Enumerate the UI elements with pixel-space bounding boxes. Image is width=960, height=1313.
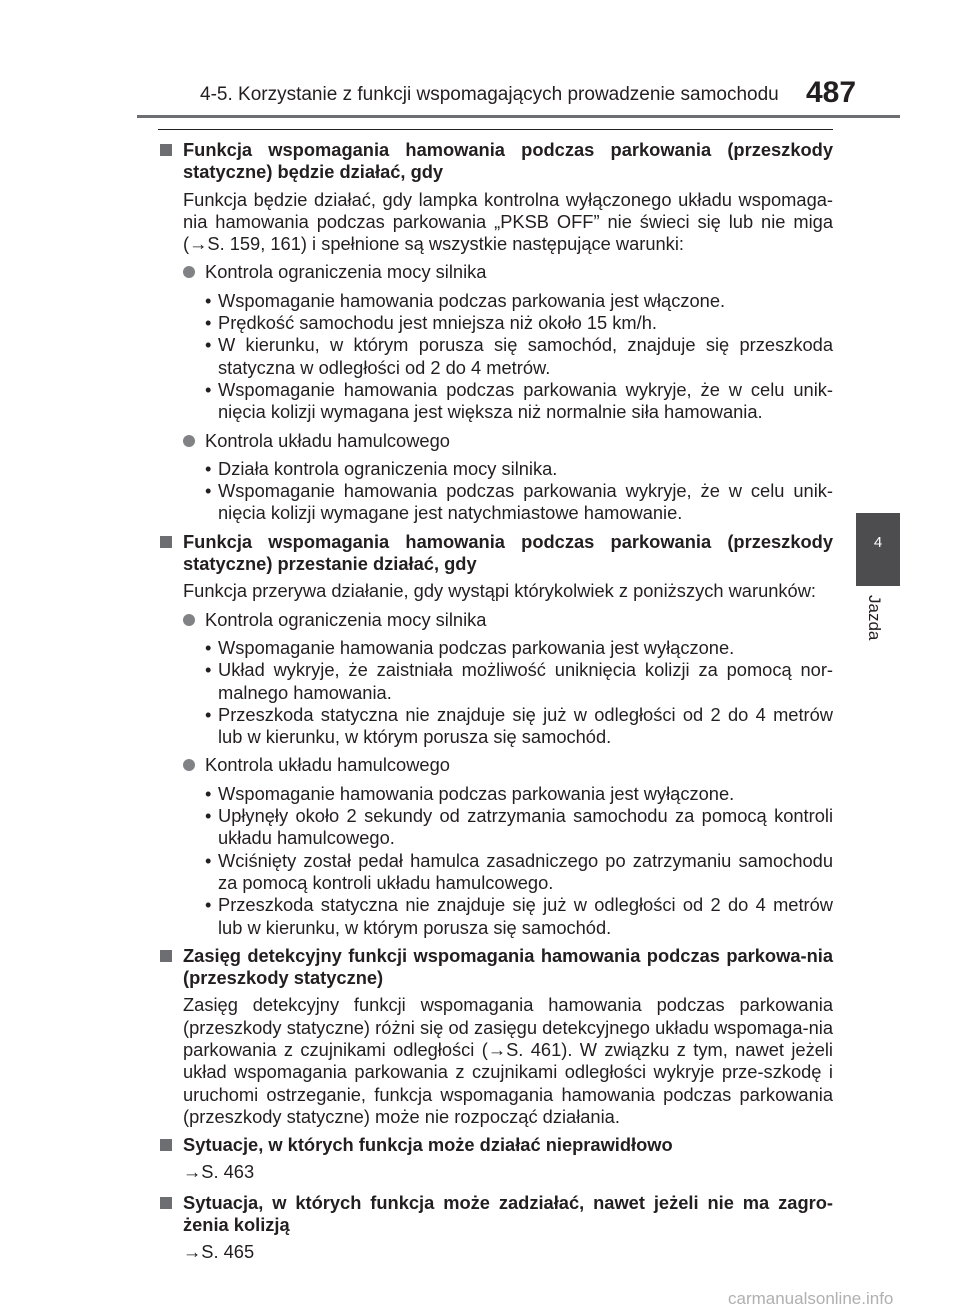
square-bullet-icon	[160, 536, 172, 548]
page-reference: →S. 465	[183, 1241, 255, 1263]
page-content	[160, 139, 833, 1272]
section-heading	[160, 531, 833, 576]
section-paragraph: Funkcja przerywa działanie, gdy wystąpi którykolwiek z poniższych warunków:	[183, 580, 816, 602]
condition-group-title-text: Kontrola ograniczenia mocy silnika	[205, 608, 487, 630]
page-number: 487	[806, 76, 857, 109]
round-bullet-icon	[183, 614, 195, 626]
condition-group-title-text: Kontrola układu hamulcowego	[205, 429, 450, 451]
square-bullet-icon	[160, 1139, 172, 1151]
section	[160, 531, 833, 939]
section-heading	[160, 1134, 833, 1156]
section-heading-text: Funkcja wspomagania hamowania podczas parkowania (przeszkody statyczne) będzie działać, gdy	[183, 139, 833, 183]
condition-list	[160, 290, 833, 424]
condition-group-title-text: Kontrola ograniczenia mocy silnika	[205, 261, 487, 283]
list-item: • Prędkość samochodu jest mniejsza niż około 15 km/h.	[205, 312, 833, 334]
list-item: • Wspomaganie hamowania podczas parkowania wykryje, że w celu unik-nięcia kolizji wymagana jest większa niż normalnie siła hamowania.	[205, 379, 833, 424]
round-bullet-icon	[183, 435, 195, 447]
square-bullet-icon	[160, 950, 172, 962]
round-bullet-icon	[183, 759, 195, 771]
condition-group-title	[160, 430, 833, 452]
round-bullet-icon	[183, 266, 195, 278]
chapter-tab-label: Jazda	[865, 595, 884, 641]
section-heading	[160, 139, 833, 184]
condition-list	[160, 458, 833, 525]
section-paragraph: Zasięg detekcyjny funkcji wspomagania hamowania podczas parkowania (przeszkody statyczne) różni się od zasięgu detekcyjnego układu wspomaga-nia parkowania z czujnikami odległości (→S. 461). W związku z tym, nawet jeżeli układ wspomagania parkowania z czujnikami odległości wykryje prze-szkodę i uruchomi ostrzeganie, funkcja wspomagania hamowania podczas parkowania (przeszkody statyczne) może nie rozpocząć działania.	[183, 994, 833, 1127]
condition-list	[160, 783, 833, 939]
content-top-rule	[158, 129, 833, 130]
header-rule	[137, 115, 900, 118]
list-item: • Przeszkoda statyczna nie znajduje się już w odległości od 2 do 4 metrów lub w kierunku, w którym porusza się samochód.	[205, 894, 833, 939]
section-heading-text: Sytuacje, w których funkcja może działać nieprawidłowo	[183, 1134, 673, 1156]
watermark: carmanualsonline.info	[728, 1289, 894, 1308]
page-reference: →S. 463	[183, 1161, 255, 1183]
section-heading-text: Funkcja wspomagania hamowania podczas parkowania (przeszkody statyczne) przestanie działać, gdy	[183, 530, 833, 575]
list-item: • Wspomaganie hamowania podczas parkowania wykryje, że w celu unik-nięcia kolizji wymagane jest natychmiastowe hamowanie.	[205, 480, 833, 525]
section-heading	[160, 945, 833, 990]
condition-list	[160, 637, 833, 748]
condition-group-title-text: Kontrola układu hamulcowego	[205, 754, 450, 776]
list-item: • Układ wykryje, że zaistniała możliwość uniknięcia kolizji za pomocą nor-malnego hamowania.	[205, 659, 833, 704]
list-item: • Wciśnięty został pedał hamulca zasadniczego po zatrzymaniu samochodu za pomocą kontroli układu hamulcowego.	[205, 850, 833, 895]
list-item: • Działa kontrola ograniczenia mocy silnika.	[205, 458, 833, 480]
list-item: • W kierunku, w którym porusza się samochód, znajduje się przeszkoda statyczna w odległości od 2 do 4 metrów.	[205, 334, 833, 379]
section-heading-text: Zasięg detekcyjny funkcji wspomagania hamowania podczas parkowa-nia (przeszkody statyczne)	[183, 944, 833, 989]
section	[160, 1192, 833, 1264]
condition-group-title	[160, 261, 833, 283]
square-bullet-icon	[160, 144, 172, 156]
chapter-tab	[856, 513, 900, 586]
section-heading-text: Sytuacja, w których funkcja może zadziałać, nawet jeżeli nie ma zagro-żenia kolizją	[183, 1191, 833, 1236]
list-item: • Wspomaganie hamowania podczas parkowania jest włączone.	[205, 290, 833, 312]
section	[160, 1134, 833, 1184]
section-heading	[160, 1192, 833, 1237]
header-title: 4-5. Korzystanie z funkcji wspomagających prowadzenie samochodu	[200, 84, 779, 105]
condition-group-title	[160, 609, 833, 631]
list-item: • Upłynęły około 2 sekundy od zatrzymania samochodu za pomocą kontroli układu hamulcowego.	[205, 805, 833, 850]
chapter-tab-number: 4	[873, 534, 883, 551]
list-item: • Wspomaganie hamowania podczas parkowania jest wyłączone.	[205, 783, 833, 805]
list-item: • Wspomaganie hamowania podczas parkowania jest wyłączone.	[205, 637, 833, 659]
section	[160, 139, 833, 525]
section	[160, 945, 833, 1128]
section-paragraph: Funkcja będzie działać, gdy lampka kontrolna wyłączonego układu wspomaga-nia hamowania podczas parkowania „PKSB OFF” nie świeci się lub nie miga (→S. 159, 161) i spełnione są wszystkie następujące warunki:	[183, 188, 833, 255]
list-item: • Przeszkoda statyczna nie znajduje się już w odległości od 2 do 4 metrów lub w kierunku, w którym porusza się samochód.	[205, 704, 833, 749]
square-bullet-icon	[160, 1197, 172, 1209]
condition-group-title	[160, 754, 833, 776]
